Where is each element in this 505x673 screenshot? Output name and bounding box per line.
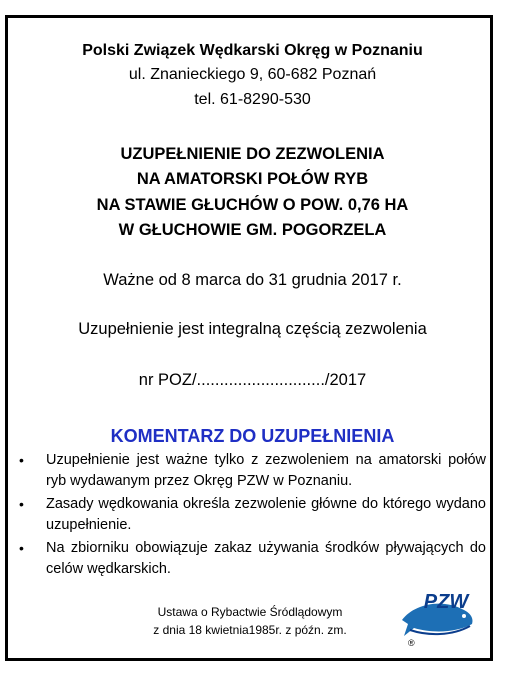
comments-list [16,450,486,582]
legal-basis-line-1: Ustawa o Rybactwie Śródlądowym [157,605,343,619]
bullet-icon: • [19,540,24,556]
permit-number: nr POZ/............................/2017 [138,371,367,389]
list-item [16,538,486,580]
organization-phone: tel. 61-8290-530 [194,91,311,108]
organization-name: Polski Związek Wędkarski Okręg w Poznaniu [82,42,423,59]
organization-address: ul. Znanieckiego 9, 60-682 Poznań [128,66,377,83]
bullet-icon: • [19,452,24,468]
document-title-line-1: UZUPEŁNIENIE DO ZEZWOLENIA [120,145,385,163]
legal-basis-line-2: z dnia 18 kwietnia1985r. z późn. zm. [153,623,347,637]
comment-text: Na zbiorniku obowiązuje zakaz używania środków pływających do celów wędkarskich. [46,540,486,577]
comments-heading: KOMENTARZ DO UZUPEŁNIENIA [110,426,395,446]
list-item [16,494,486,536]
validity-period: Ważne od 8 marca do 31 grudnia 2017 r. [103,271,402,289]
document-title-line-4: W GŁUCHOWIE GM. POGORZELA [118,221,387,239]
comment-text: Zasady wędkowania określa zezwolenie główne do którego wydano uzupełnienie. [46,496,486,533]
logo-lettering: PZW [423,591,469,613]
pzw-logo-icon [398,580,478,650]
integral-note: Uzupełnienie jest integralną częścią zezwolenia [78,320,427,338]
registered-mark: ® [408,638,415,648]
document-title-line-2: NA AMATORSKI POŁÓW RYB [136,170,369,188]
bullet-icon: • [19,496,24,512]
document-title-line-3: NA STAWIE GŁUCHÓW O POW. 0,76 HA [96,196,409,214]
list-item [16,450,486,492]
comment-text: Uzupełnienie jest ważne tylko z zezwoleniem na amatorski połów ryb wydawanym przez Okręg PZW w Poznaniu. [46,452,486,489]
